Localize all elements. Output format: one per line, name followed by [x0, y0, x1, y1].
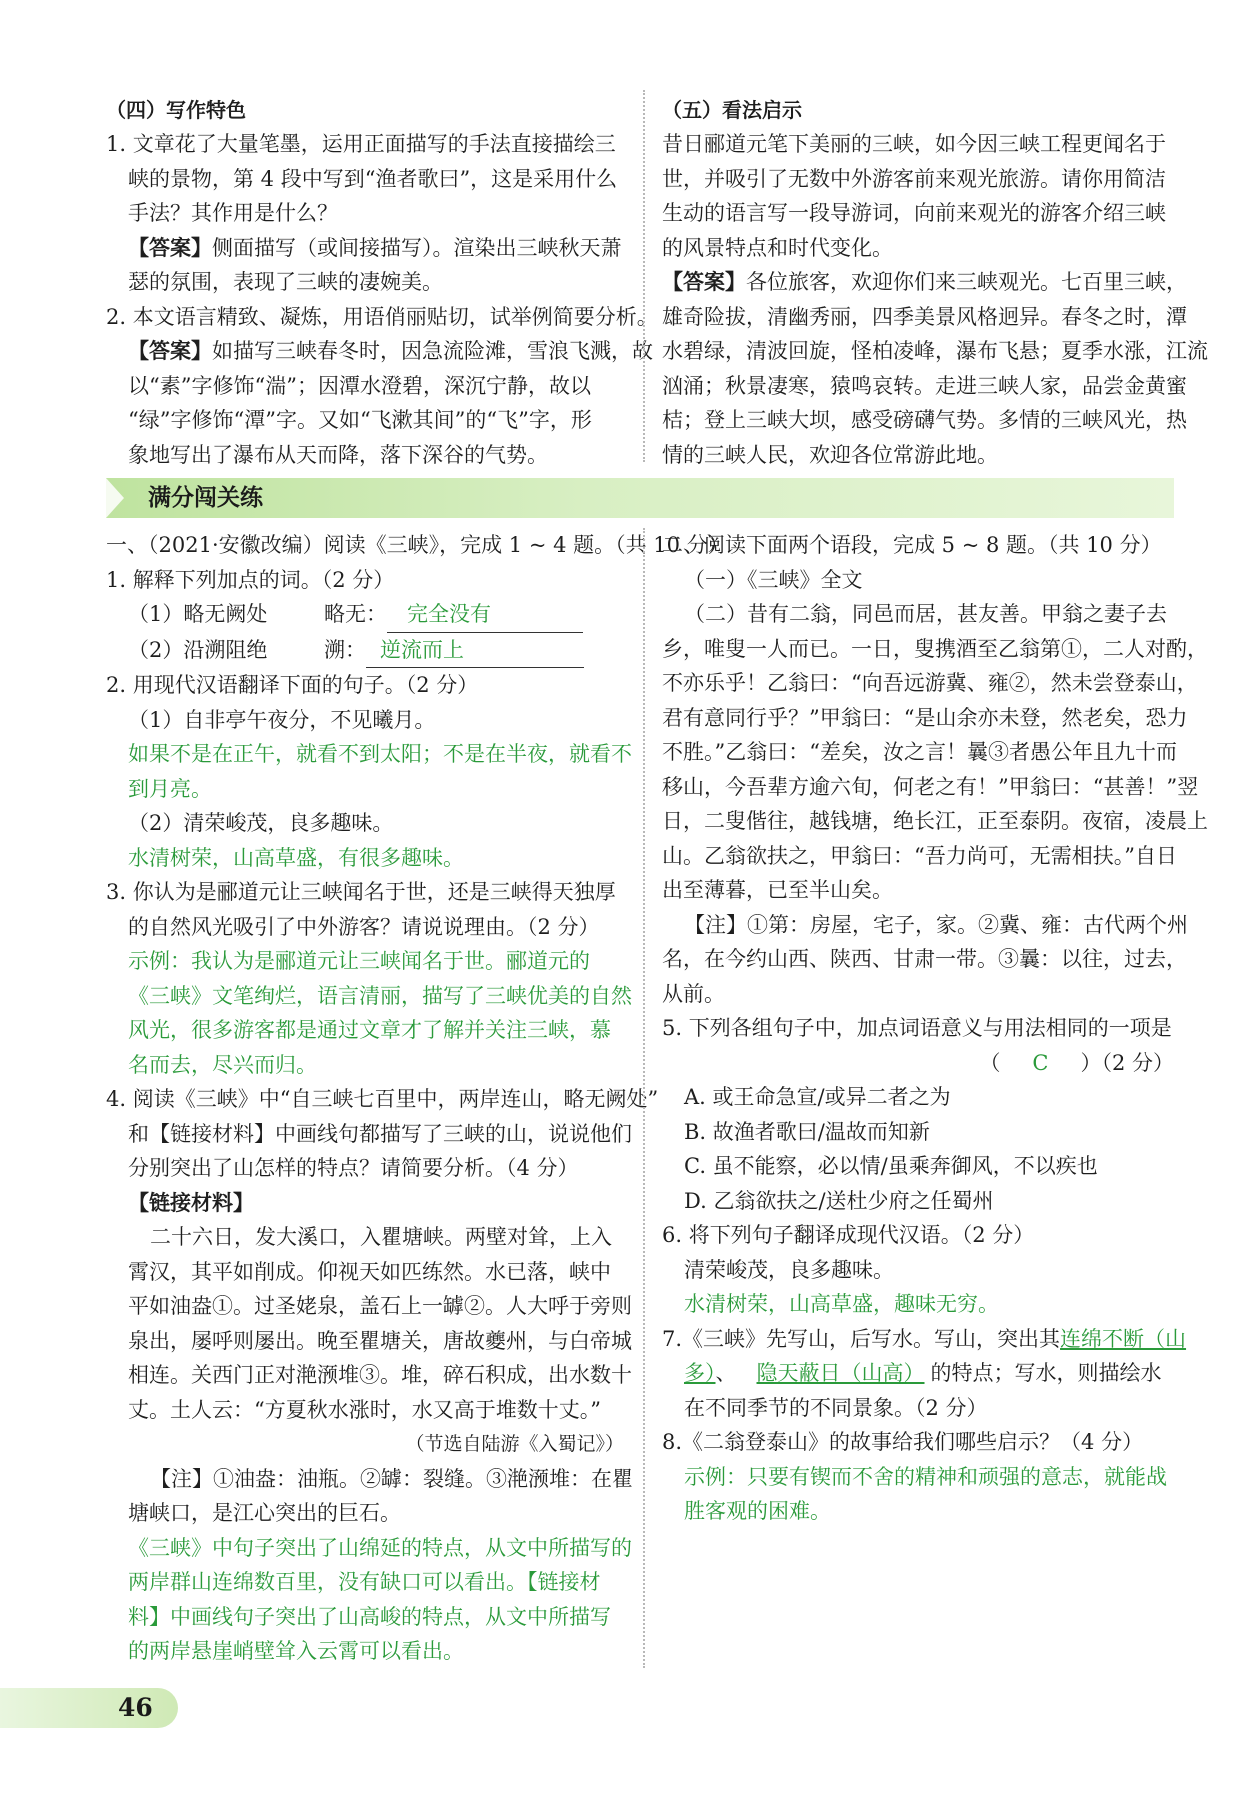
- answer-line: 雄奇险拔，清幽秀丽，四季美景风格迥异。春冬之时，潭: [662, 304, 1187, 329]
- q5-option: D. 乙翁欲扶之/送杜少府之任蜀州: [684, 1188, 994, 1213]
- question-4: 和【链接材料】中画线句都描写了三峡的山，说说他们: [128, 1121, 632, 1146]
- answer-tag: 【答案】: [128, 234, 212, 260]
- section-title: （四）写作特色: [106, 98, 246, 122]
- section-title: （五）看法启示: [662, 98, 802, 122]
- q2-answer: 水清树荣，山高草盛，有很多趣味。: [128, 845, 464, 870]
- passage-line: 山。乙翁欲扶之，甲翁曰：“吾力尚可，无需相扶。”自日: [662, 843, 1177, 868]
- question-1-line: 峡的景物，第 4 段中写到“渔者歌曰”，这是采用什么: [128, 166, 618, 191]
- link-material-text: 霄汉，其平如削成。仰视天如匹练然。水已落，峡中: [128, 1259, 611, 1284]
- q1-item: [106, 633, 624, 669]
- q5-score: （2 分）: [1101, 1050, 1174, 1075]
- q1-answer-blank: [366, 633, 584, 669]
- passage-line: 君有意同行乎？”甲翁曰：“是山余亦未登，然老矣，恐力: [662, 705, 1188, 730]
- answer-2-line: 象地写出了瀑布从天而降，落下深谷的气势。: [128, 442, 548, 467]
- page-number: 46: [118, 1693, 153, 1722]
- answer-1-line: [106, 231, 624, 266]
- reading-part-2: [662, 528, 1208, 1529]
- answer-2-line: “绿”字修饰“潭”字。又如“飞漱其间”的“飞”字，形: [128, 408, 592, 432]
- banner-title: 满分闯关练: [148, 485, 263, 511]
- answer-text: 侧面描写（或间接描写）。渲染出三峡秋天萧: [212, 235, 622, 260]
- q3-answer: 风光，很多游客都是通过文章才了解并关注三峡，慕: [128, 1018, 611, 1042]
- section-banner: [106, 478, 1174, 518]
- question-1: 1. 解释下列加点的词。（2 分）: [106, 567, 395, 592]
- question-2: 2. 用现代汉语翻译下面的句子。（2 分）: [106, 673, 479, 697]
- q1-item: [106, 597, 624, 633]
- question-7: [662, 1356, 1174, 1391]
- note-line: 【注】①第：房屋，宅子，家。②冀、雍：古代两个州: [684, 912, 1188, 937]
- q1-item-word: 略无：: [324, 602, 387, 626]
- q6-sentence: 清荣峻茂，良多趣味。: [684, 1257, 894, 1282]
- column-divider: [643, 528, 645, 1668]
- question-2-line: 2. 本文语言精致、凝炼，用语俏丽贴切，试举例简要分析。: [106, 304, 658, 329]
- q4-answer: 《三峡》中句子突出了山绵延的特点，从文中所描写的: [128, 1535, 632, 1560]
- q3-answer: 名而去，尽兴而归。: [128, 1052, 317, 1077]
- link-material-title: 【链接材料】: [128, 1189, 254, 1215]
- question-7: [662, 1322, 1187, 1357]
- note-line: 名，在今约山西、陕西、甘肃一带。③曩：以往，过去，: [662, 947, 1187, 971]
- q7-blank-1b: 多）: [684, 1361, 716, 1385]
- q5-option: A. 或王命急宣/或异二者之为: [684, 1085, 951, 1109]
- q3-answer: 示例：我认为是郦道元让三峡闻名于世。郦道元的: [128, 949, 590, 973]
- answer-2-line: 以“素”字修饰“湍”；因潭水澄碧，深沉宁静，故以: [128, 373, 591, 398]
- note-line: 塘峡口，是江心突出的巨石。: [128, 1501, 401, 1525]
- answer-tag: 【答案】: [128, 338, 212, 363]
- passage-line: 移山，今吾辈方逾六旬，何老之有！”甲翁曰：“甚善！”翌: [662, 774, 1199, 799]
- part-header: 二、阅读下面两个语段，完成 5 ~ 8 题。（共 10 分）: [662, 533, 1162, 557]
- answer-text: 各位旅客，欢迎你们来三峡观光。七百里三峡，: [746, 270, 1187, 294]
- link-material-text: 相连。关西门正对滟滪堆③。堆，碎石积成，出水数十: [128, 1363, 632, 1387]
- answer-text: 如描写三峡春冬时，因急流险滩，雪浪飞溅，故: [212, 339, 653, 363]
- source-citation: （节选自陆游《入蜀记》）: [405, 1433, 624, 1455]
- answer-1-line: 瑟的氛围，表现了三峡的凄婉美。: [128, 270, 443, 294]
- passage-line: 乡，唯叟一人而已。一日，叟携酒至乙翁第①，二人对酌，: [662, 636, 1208, 661]
- question-1-line: 1. 文章花了大量笔墨，运用正面描写的手法直接描绘三: [106, 132, 616, 156]
- question-3: 的自然风光吸引了中外游客？请说说理由。（2 分）: [128, 914, 600, 939]
- question-3: 3. 你认为是郦道元让三峡闻名于世，还是三峡得天独厚: [106, 880, 616, 904]
- q2-answer: 到月亮。: [128, 776, 212, 801]
- q2-sentence: （1）自非亭午夜分，不见曦月。: [128, 707, 436, 732]
- question-line: 的风景特点和时代变化。: [662, 235, 893, 260]
- link-material-text: 丈。土人云：“方夏秋水涨时，水又高于堆数十丈。”: [128, 1397, 601, 1422]
- q7-blank-2: 隐天蔽日（山高）: [756, 1361, 925, 1385]
- question-1-line: 手法？其作用是什么？: [128, 201, 338, 225]
- q3-answer: 《三峡》文笔绚烂，语言清丽，描写了三峡优美的自然: [128, 983, 632, 1008]
- link-material-text: 泉出，屡呼则屡出。晚至瞿塘关，唐故夔州，与白帝城: [128, 1328, 632, 1353]
- passage-line: 不亦乐乎！乙翁曰：“向吾远游冀、雍②，然未尝登泰山，: [662, 671, 1198, 695]
- passage-line: 不胜。”乙翁曰：“差矣，汝之言！曩③者愚公年且九十而: [662, 740, 1177, 764]
- q2-answer: 如果不是在正午，就看不到太阳；不是在半夜，就看不: [128, 742, 632, 766]
- question-5: 5. 下列各组句子中，加点词语意义与用法相同的一项是: [662, 1016, 1172, 1040]
- q5-option: C. 虽不能察，必以情/虽乘奔御风，不以疾也: [684, 1154, 1098, 1178]
- question-line: 世，并吸引了无数中外游客前来观光旅游。请你用简洁: [662, 166, 1166, 191]
- column-divider: [643, 90, 645, 462]
- question-line: 生动的语言写一段导游词，向前来观光的游客介绍三峡: [662, 201, 1166, 225]
- note-line: 从前。: [662, 981, 725, 1006]
- q2-sentence: （2）清荣峻茂，良多趣味。: [128, 811, 394, 835]
- section-writing-features: [106, 96, 658, 472]
- q5-answer-row: （ C ）（2 分）: [662, 1046, 1174, 1081]
- link-material-text: 二十六日，发大溪口，入瞿塘峡。两壁对耸，上入: [150, 1225, 612, 1249]
- note-line: 【注】①油盎：油瓶。②罅：裂缝。③滟滪堆：在瞿: [150, 1466, 633, 1491]
- q4-answer: 的两岸悬崖峭壁耸入云霄可以看出。: [128, 1639, 464, 1663]
- q7-text: 的特点；写水，则描绘水: [930, 1361, 1162, 1385]
- answer-line: 水碧绿，清波回旋，怪柏凌峰，瀑布飞悬；夏季水涨，江流: [662, 339, 1208, 363]
- question-8: 8.《二翁登泰山》的故事给我们哪些启示？（4 分）: [662, 1430, 1144, 1454]
- q1-item-word: 溯：: [324, 637, 366, 662]
- passage-line: 日，二叟偕往，越钱塘，绝长江，正至泰阴。夜宿，凌晨上: [662, 809, 1208, 833]
- answer-line: [662, 265, 1187, 300]
- q1-item-label: （2）沿溯阻绝: [128, 637, 268, 662]
- question-line: 昔日郦道元笔下美丽的三峡，如今因三峡工程更闻名于: [662, 132, 1166, 156]
- question-4: 分别突出了山怎样的特点？请简要分析。（4 分）: [128, 1156, 579, 1180]
- section-opinion: [662, 96, 1208, 472]
- question-7: 在不同季节的不同景象。（2 分）: [684, 1395, 988, 1420]
- q5-answer: C: [1032, 1050, 1049, 1075]
- question-4: 4. 阅读《三峡》中“自三峡七百里中，两岸连山，略无阙处”: [106, 1087, 659, 1111]
- q8-answer: 胜客观的困难。: [684, 1499, 831, 1523]
- q4-answer: 两岸群山连绵数百里，没有缺口可以看出。【链接材: [128, 1570, 601, 1594]
- q1-item-label: （1）略无阙处: [128, 602, 268, 626]
- q7-text: 7.《三峡》先写山，后写水。写山，突出其: [662, 1326, 1061, 1351]
- answer-tag: 【答案】: [662, 269, 746, 294]
- answer-line: 情的三峡人民，欢迎各位常游此地。: [662, 442, 998, 467]
- link-material-text: 平如油盎①。过圣姥泉，盖石上一罅②。人大呼于旁则: [128, 1294, 632, 1318]
- question-6: 6. 将下列句子翻译成现代汉语。（2 分）: [662, 1223, 1035, 1247]
- q6-answer: 水清树荣，山高草盛，趣味无穷。: [684, 1292, 999, 1316]
- q1-answer-blank: [387, 597, 583, 633]
- q5-option: B. 故渔者歌曰/温故而知新: [684, 1119, 930, 1144]
- q1-answer: 完全没有: [407, 602, 491, 626]
- part-header: 一、（2021·安徽改编）阅读《三峡》，完成 1 ~ 4 题。（共 10 分）: [106, 533, 729, 557]
- passage-part-1: （一）《三峡》全文: [684, 567, 863, 592]
- q8-answer: 示例：只要有锲而不舍的精神和顽强的意志，就能战: [684, 1464, 1167, 1489]
- answer-2-line: [106, 334, 653, 369]
- q7-sep: 、: [715, 1361, 737, 1385]
- passage-line: 出至薄暮，已至半山矣。: [662, 878, 893, 902]
- banner-arrow-icon: [106, 478, 124, 518]
- q7-blank-1: 连绵不断（山: [1060, 1326, 1187, 1351]
- passage-line: （二）昔有二翁，同邑而居，甚友善。甲翁之妻子去: [684, 602, 1167, 626]
- answer-line: 桔；登上三峡大坝，感受磅礴气势。多情的三峡风光，热: [662, 408, 1187, 432]
- q1-answer: 逆流而上: [380, 637, 464, 662]
- q4-answer: 料】中画线句子突出了山高峻的特点，从文中所描写: [128, 1604, 611, 1629]
- answer-line: 汹涌；秋景凄寒，猿鸣哀转。走进三峡人家，品尝金黄蜜: [662, 373, 1187, 398]
